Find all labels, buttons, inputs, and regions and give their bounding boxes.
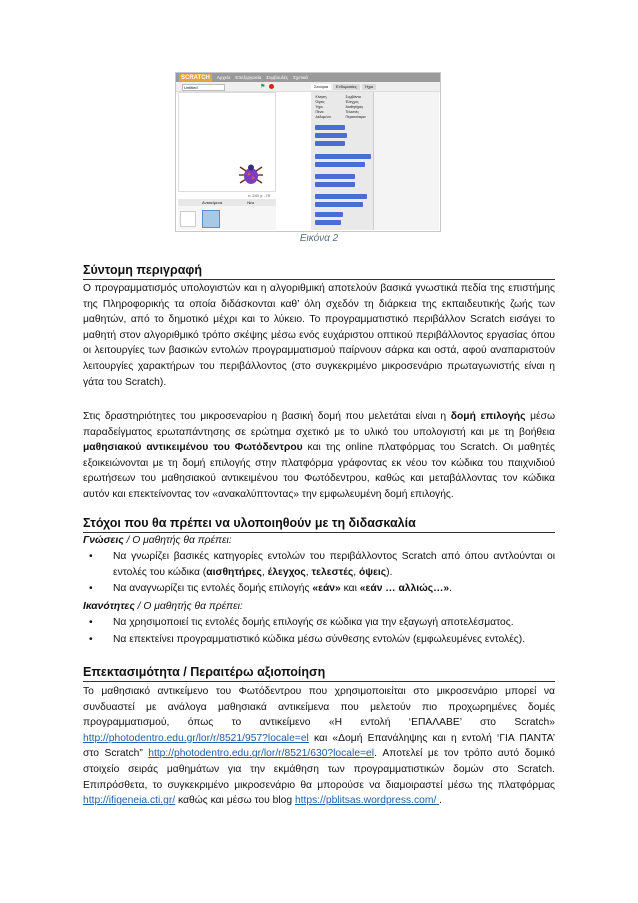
text-run: ). bbox=[386, 566, 393, 578]
menu-about: Σχετικά bbox=[293, 75, 308, 80]
scratch-logo: SCRATCH bbox=[181, 74, 210, 81]
text-run: μέσω παραδείγματος ερωταπάντησης σε ερώτημα σχετικό με το υλικό του υπολογιστή και με τη βοήθεια bbox=[83, 411, 556, 438]
bullet-dot: • bbox=[89, 634, 93, 645]
category-data: Δεδομένα bbox=[315, 115, 331, 119]
scratch-stage bbox=[178, 92, 276, 192]
knowledge-rest: / Ο μαθητής θα πρέπει: bbox=[123, 535, 232, 546]
sprites-pane bbox=[178, 206, 276, 230]
stage-coords: x: 240 y: -75 bbox=[248, 193, 271, 198]
text-run: Να χρησιμοποιεί τις εντολές δομής επιλογής σε κώδικα για την εξαγωγή αποτελέσματος. bbox=[113, 617, 514, 628]
skills-label: Ικανότητες bbox=[83, 601, 135, 612]
motion-block bbox=[315, 212, 343, 217]
text-run: , bbox=[305, 566, 312, 578]
green-flag-icon: ⚑ bbox=[260, 84, 266, 90]
text-run: Να επεκτείνει προγραμματιστικό κώδικα μέσω σύνθεσης εντολών (εμφωλευμένες εντολές). bbox=[113, 634, 526, 645]
menu-file: Αρχείο bbox=[216, 75, 231, 80]
text-run: και «Δομή Επανάληψης και η εντολή ‘ΓΙΑ ΠΑΝΤΑ’ στο Scratch” bbox=[83, 732, 555, 760]
stop-icon bbox=[269, 84, 274, 89]
block-palette bbox=[311, 92, 374, 230]
motion-block bbox=[315, 141, 345, 146]
new-sprite-label: Νέο bbox=[247, 200, 255, 205]
motion-block bbox=[315, 174, 355, 179]
bold-term: αισθητήρες bbox=[206, 566, 262, 578]
category-operators: Τελεστές bbox=[345, 110, 359, 114]
category-more: Περισσότερα bbox=[345, 115, 366, 119]
knowledge-subhead bbox=[83, 533, 555, 549]
text-run: Να αναγνωρίζει τις εντολές δομής επιλογής bbox=[113, 583, 313, 594]
motion-block bbox=[315, 133, 347, 138]
bullet-dot: • bbox=[89, 551, 93, 562]
bullet-dot: • bbox=[89, 617, 93, 628]
text-run: και της online πλατφόρμας του Scratch. Οι μαθητές εξοικειώνονται με τη δομή επιλογής στην πλατφόρμα γράφοντας εκ νέου τον κώδικα του παιχνιδιού ερωτήσεων του μαθησιακού αντικειμένου του Φωτόδεντρου, καθώς και μεταβάλλοντας τον κώδικα αυτόν και επεκτείνοντας τον «ανακαλύπτοντας» την εμφωλευμένη δομή επιλογής. bbox=[83, 442, 555, 500]
motion-block bbox=[315, 182, 355, 187]
paragraph-extensibility bbox=[83, 684, 555, 809]
bullet-dot: • bbox=[89, 583, 93, 594]
scratch-screenshot bbox=[175, 72, 441, 232]
menu-tips: Συμβουλές bbox=[266, 75, 289, 80]
menu-edit: Επεξεργασία bbox=[235, 75, 262, 80]
motion-block bbox=[315, 194, 367, 199]
category-looks: Όψεις bbox=[315, 100, 325, 104]
goal-bullet-1 bbox=[89, 549, 555, 580]
scratch-toolbar bbox=[176, 82, 440, 92]
link-photodentro-957[interactable]: http://photodentro.edu.gr/lor/r/8521/957?locale=el bbox=[83, 732, 309, 744]
knowledge-label: Γνώσεις bbox=[83, 535, 124, 546]
skills-subhead bbox=[83, 599, 555, 615]
link-photodentro-630[interactable]: http://photodentro.edu.gr/lor/r/8521/630?locale=el bbox=[148, 748, 375, 760]
figure-caption: Εικόνα 2 bbox=[299, 233, 339, 244]
text-run: . Αποτελεί με τον τρόπο αυτό δομικό στοιχείο σειράς μαθημάτων για την εκμάθηση των προγραμματιστικών δομών στο Scratch. Επιπρόσθετα, το συγκεκριμένο μικροσενάριο θα μπορούσε να διαμοιραστεί μέσω της πλατφόρμας bbox=[83, 748, 556, 791]
text-run: καθώς και μέσω του blog bbox=[175, 795, 295, 807]
script-area bbox=[374, 92, 439, 230]
stage-thumbnail bbox=[180, 211, 196, 227]
skill-bullet-1 bbox=[89, 615, 555, 631]
paragraph-activities bbox=[83, 409, 555, 503]
sprites-header bbox=[178, 199, 276, 206]
bold-term: όψεις bbox=[358, 566, 387, 578]
tab-costumes: Ενδυμασίες bbox=[333, 84, 360, 90]
bold-term: έλεγχος bbox=[267, 566, 306, 578]
link-blog[interactable]: https://pblitsas.wordpress.com/ bbox=[294, 795, 440, 807]
bold-selection-structure: δομή επιλογής bbox=[450, 411, 526, 422]
text-run: . bbox=[439, 795, 443, 807]
skill-bullet-2 bbox=[89, 632, 555, 648]
category-control: Έλεγχος bbox=[345, 100, 359, 104]
category-motion: Κίνηση bbox=[315, 95, 327, 99]
bold-term: «εάν … αλλιώς…» bbox=[359, 583, 450, 594]
motion-block bbox=[315, 154, 371, 159]
text-run: . bbox=[449, 583, 453, 594]
heading-goals: Στόχοι που θα πρέπει να υλοποιηθούν με τη διδασκαλία bbox=[83, 516, 555, 533]
tab-scripts: Σενάρια bbox=[311, 84, 331, 90]
category-sensing: Αισθητήρες bbox=[345, 105, 364, 109]
link-ifigeneia[interactable]: http://ifigeneia.cti.gr/ bbox=[83, 795, 176, 807]
skills-rest: / Ο μαθητής θα πρέπει: bbox=[134, 601, 243, 612]
beetle-sprite-icon bbox=[237, 163, 265, 187]
heading-short-description: Σύντομη περιγραφή bbox=[83, 263, 555, 280]
category-pen: Πένα bbox=[315, 110, 324, 114]
scratch-tabs bbox=[311, 84, 376, 90]
bold-term: τελεστές bbox=[311, 566, 354, 578]
tab-sounds: Ήχοι bbox=[362, 84, 376, 90]
paragraph-intro: Ο προγραμματισμός υπολογιστών και η αλγοριθμική αποτελούν βασικά γνωστικά πεδία της επιστήμης της Πληροφορικής τα οποία διδάσκονται καθ’ όλη σχεδόν τη διάρκεια της εκπαιδευτικής ζωής των μαθητών, από το δημοτικό μέχρι και το λύκειο. Το προγραμματιστικό περιβάλλον Scratch εισάγει το μαθητή στον αλγοριθμικό τρόπο σκέψης μέσω ενός ευχάριστου οπτικού περιβάλλοντος εργασίας όπου οι λειτουργίες των βασικών εντολών προγραμματισμού παίρνουν σάρκα και οστά, αφού αναπαριστούν λειτουργίες χαρακτήρων του περιβάλλοντος (στο συγκεκριμένο μικροσενάριο πρωταγωνιστής είναι η γάτα του Scratch). bbox=[83, 283, 555, 388]
text-run: Να γνωρίζει βασικές κατηγορίες εντολών του περιβάλλοντος Scratch από όπου αντλούνται οι εντολές του κώδικα ( bbox=[113, 551, 555, 578]
text-run: Το μαθησιακό αντικείμενο του Φωτόδεντρου που χρησιμοποιείται στο μικροσενάριο μπορεί να συνδυαστεί με ανάλογα μαθησιακά αντικείμενα που μελετούν πιο προχωρημένες δομές προγραμματισμού, όπως το αντικείμενο «Η εντολή ‘ΕΠΑΛΑΒΕ’ στο Scratch» bbox=[83, 686, 555, 729]
scratch-menubar bbox=[176, 73, 440, 82]
text-run: , bbox=[353, 566, 359, 578]
bold-learning-object: μαθησιακού αντικειμένου του Φωτόδεντρου bbox=[83, 442, 303, 454]
heading-extensibility: Επεκτασιμότητα / Περαιτέρω αξιοποίηση bbox=[83, 665, 555, 682]
text-run: και bbox=[340, 583, 360, 594]
category-sound: Ήχοι bbox=[315, 105, 323, 109]
motion-block bbox=[315, 220, 341, 225]
sprite-thumbnail bbox=[202, 210, 220, 228]
text-run: Στις δραστηριότητες του μικροσεναρίου η βασική δομή που μελετάται είναι η bbox=[83, 411, 451, 422]
project-name-field: Untitled bbox=[182, 84, 225, 91]
bold-term: «εάν» bbox=[312, 583, 341, 594]
motion-block bbox=[315, 162, 365, 167]
category-events: Συμβάντα bbox=[345, 95, 361, 99]
motion-block bbox=[315, 202, 363, 207]
goal-bullet-2 bbox=[89, 581, 555, 597]
text-run: , bbox=[261, 566, 268, 578]
sprites-label: Αντικείμενα bbox=[202, 200, 223, 205]
motion-block bbox=[315, 125, 345, 130]
